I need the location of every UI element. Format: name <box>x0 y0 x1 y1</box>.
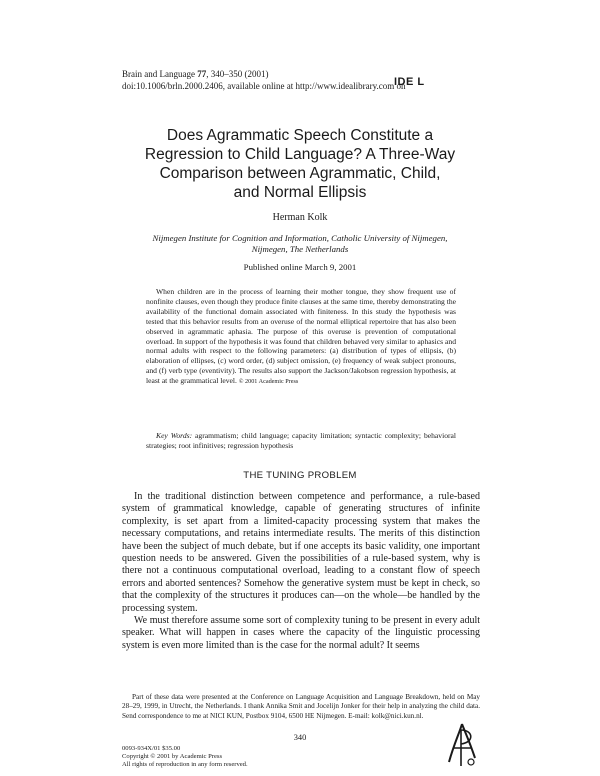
ideal-logo: IDE L <box>394 76 425 88</box>
section-heading: THE TUNING PROBLEM <box>243 470 357 481</box>
abstract <box>146 287 456 387</box>
title-line: Comparison between Agrammatic, Child, <box>159 165 441 182</box>
journal-volume: 77 <box>197 69 207 79</box>
keywords-label: Key Words: <box>156 431 193 440</box>
affiliation-line: Nijmegen, The Netherlands <box>251 244 349 254</box>
article-title <box>130 126 470 202</box>
author-name: Herman Kolk <box>272 212 328 223</box>
body-text <box>122 491 480 652</box>
academic-press-logo <box>445 722 479 773</box>
journal-header <box>122 68 482 92</box>
publication-date: Published online March 9, 2001 <box>243 262 357 272</box>
keywords <box>146 431 456 451</box>
affiliation-line: Nijmegen Institute for Cognition and Information, Catholic University of Nijmegen, <box>152 233 448 243</box>
title-line: and Normal Ellipsis <box>233 184 367 201</box>
author-affiliation <box>120 233 480 255</box>
imprint-rights: All rights of reproduction in any form reserved. <box>122 761 248 769</box>
page-number: 340 <box>293 733 307 742</box>
journal-citation <box>122 68 482 80</box>
title-line: Does Agrammatic Speech Constitute a <box>166 127 434 144</box>
body-paragraph: In the traditional distinction between competence and performance, a rule-based system of grammatical knowledge, capable of generating structures of infinite complexity, is set apart from a limited-capacity processing system that makes the necessary computations, and retains intermediate results. The merits of this distinction have been the subject of much debate, but if one accepts its basic validity, one important question needs to be answered. Given the possibilities of a rule-based system, why is there not a continuous computational overload, leading to a constant flow of speech errors and aborted sentences? Somehow the generative system must be kept in check, so that the complexity of the structures it produces can—on the whole—be handled by the processing system. <box>122 491 480 614</box>
abstract-copyright: © 2001 Academic Press <box>238 378 299 386</box>
imprint-copyright: Copyright © 2001 by Academic Press <box>122 753 223 761</box>
journal-name: Brain and Language <box>122 69 195 79</box>
journal-pages: , 340–350 (2001) <box>206 69 269 79</box>
imprint-price: 0093-934X/01 $35.00 <box>122 745 181 752</box>
footnote: Part of these data were presented at the Conference on Language Acquisition and Language Breakdown, held on May 28–29, 1999, in Utrecht, the Netherlands. I thank Annika Smit and Jocelijn Jonker for their help in analyzing the child data. Send correspondence to me at NICI KUN, Postbox 9104, 6500 HE Nijmegen. E-mail: kolk@nici.kun.nl. <box>122 693 480 720</box>
body-paragraph: We must therefore assume some sort of complexity tuning to be present in every adult speaker. What will happen in cases where the capacity of the linguistic processing system is even more limited than is the case for the normal adult? It seems <box>122 615 480 651</box>
imprint <box>122 745 248 770</box>
keywords-text: agrammatism; child language; capacity limitation; syntactic complexity; behavioral strategies; root infinitives; regression hypothesis <box>146 431 456 450</box>
doi-line: doi:10.1006/brln.2000.2406, available online at http://www.idealibrary.com on <box>122 81 406 91</box>
abstract-text: When children are in the process of learning their mother tongue, they show frequent use of nonfinite clauses, even though they produce finite clauses at the same time, thereby demonstrating the availability of the functional domain associated with finiteness. In this study the hypothesis was tested that this behavior results from an overuse of the normal elliptical repertoire that has also been observed in agrammatic aphasia. The purpose of this overuse is prevention of computational overload. In support of the hypothesis it was found that children behaved very similar to aphasics and normal adults with respect to the following parameters: (a) distribution of types of ellipsis, (b) elaboration of ellipses, (c) word order, (d) subject omission, (e) frequency of weak subject pronouns, and (f) verb type (eventivity). The results also support the Jackson/Jakobson regression hypothesis, at least at the grammatical level. <box>146 287 456 386</box>
title-line: Regression to Child Language? A Three-Way <box>144 146 456 163</box>
